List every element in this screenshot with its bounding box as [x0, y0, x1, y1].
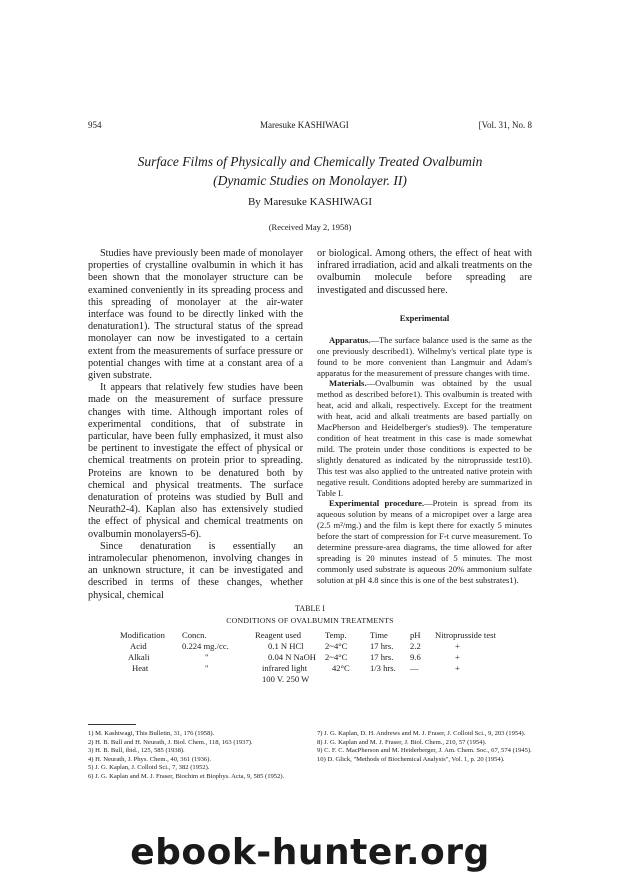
running-author: Maresuke KASHIWAGI — [260, 120, 349, 130]
table-row — [120, 663, 520, 674]
footnote: 8) J. G. Kaplan and M. J. Fraser, J. Biol. Chem., 210, 57 (1954). — [317, 738, 487, 746]
table-cell: 100 V. 250 W — [262, 674, 310, 684]
table-caption: CONDITIONS OF OVALBUMIN TREATMENTS — [226, 616, 394, 625]
procedure-paragraph — [317, 498, 532, 585]
table-cell: 42°C — [332, 663, 350, 673]
left-column — [88, 248, 303, 602]
table-header-cell: Reagent used — [255, 630, 302, 640]
table-cell: Alkali — [128, 652, 150, 662]
footnote-rule — [88, 724, 136, 725]
materials-paragraph — [317, 378, 532, 498]
table-cell: " — [205, 652, 209, 662]
table-cell: 2~4°C — [325, 652, 348, 662]
table-cell: 2~4°C — [325, 641, 348, 651]
table-cell: — — [410, 663, 419, 673]
footnote: 10) D. Glick, "Methods of Biochemical Analysis", Vol. 1, p. 20 (1954). — [317, 755, 505, 763]
title-line-2: (Dynamic Studies on Monolayer. II) — [213, 173, 407, 188]
title-line-1: Surface Films of Physically and Chemically Treated Ovalbumin — [137, 154, 483, 169]
table-cell: 17 hrs. — [370, 641, 394, 651]
table-cell: 0.1 N HCl — [268, 641, 304, 651]
table-cell: Heat — [132, 663, 149, 673]
table-cell: Acid — [130, 641, 147, 651]
running-header — [88, 120, 532, 134]
table-cell: 1/3 hrs. — [370, 663, 396, 673]
footnotes-left — [88, 730, 303, 782]
table-cell: 9.6 — [410, 652, 421, 662]
table-cell: 0.224 mg./cc. — [182, 641, 229, 651]
footnote: 9) C. F. C. MacPherson and M. Heiderberger, J. Am. Chem. Soc., 67, 574 (1945). — [317, 747, 532, 755]
paragraph-text: —Protein is spread from its aqueous solution by means of a micropipet over a large area (2.5 m²/mg.) and the film is kept there for exactly 5 minutes before the start of compression for F-t curve measurement. To determine pressure-area diagrams, the time allowed for after spreading is 20 minutes instead of 5 minutes. The most commonly used substrate is aqueous 20% ammonium sulfate solution at pH 4.8 since this is one of the best substrates1). — [317, 498, 532, 585]
footnote: 1) M. Kashiwagi, This Bulletin, 31, 176 (1958). — [88, 730, 215, 737]
paragraph: Since denaturation is essentially an intramolecular phenomenon, involving changes in an unknown structure, it can be investigated and described in terms of these changes, whether physical, chemical — [88, 540, 303, 601]
table-header-cell: pH — [410, 630, 421, 640]
received-date: (Received May 2, 1958) — [268, 222, 352, 232]
run-in-heading: Experimental procedure. — [329, 498, 425, 509]
table-header-row — [120, 630, 520, 641]
table-cell: 2.2 — [410, 641, 421, 651]
table-header-cell: Temp. — [325, 630, 347, 640]
footnote: 6) J. G. Kaplan and M. J. Fraser, Biochim et Biophys. Acta, 9, 585 (1952). — [88, 772, 285, 780]
paragraph-text: —The surface balance used is the same as the one previously described1). Wilhelmy's vertical plate type is found to be more convenient than Langmuir and Adam's apparatus for the measurement of pressure changes with time. — [317, 334, 532, 378]
paragraph: or biological. Among others, the effect of heat with infrared irradiation, acid and alkali treatments on the ovalbumin molecule before spreading are investigated and discussed here. — [317, 248, 532, 296]
footnote: 2) H. B. Bull and H. Neurath, J. Biol. Chem., 118, 163 (1937). — [88, 738, 253, 746]
table-header-cell: Concn. — [182, 630, 207, 640]
table-row-continuation — [120, 674, 520, 685]
table-cell: 17 hrs. — [370, 652, 394, 662]
table-cell: + — [455, 652, 460, 662]
volume-info: [Vol. 31, No. 8 — [478, 120, 532, 130]
apparatus-paragraph — [317, 335, 532, 379]
table-cell: + — [455, 641, 460, 651]
table-row — [120, 641, 520, 652]
table-row — [120, 652, 520, 663]
table-header-cell: Time — [370, 630, 388, 640]
article-title — [88, 152, 532, 190]
section-heading: Experimental — [399, 312, 450, 323]
byline: By Maresuke KASHIWAGI — [247, 196, 373, 208]
table-number: TABLE I — [295, 604, 325, 613]
table-header-cell: Nitroprusside test — [435, 630, 496, 640]
footnote: 4) H. Neurath, J. Phys. Chem., 40, 361 (1936). — [88, 755, 212, 763]
table-header-cell: Modification — [120, 630, 165, 640]
watermark: ebook-hunter.org — [130, 832, 490, 873]
right-column — [317, 248, 532, 586]
footnotes-right — [317, 730, 532, 764]
paragraph-text: —Ovalbumin was obtained by the usual method as described before1). This ovalbumin is treated with heat, acid and alkali, respectively. Except for the treatment with heat, acid and alkali treatments are based partially on MacPherson and Heidelberger's studies9). The temperature condition of heat treatment in this case is made somewhat mild. The protein under those conditions is expected to be slightly denatured as indicated by the nitroprusside test10). This test was also applied to the untreated native protein with negative result. Conditions adopted hereby are summarized in Table I. — [317, 378, 532, 498]
footnote: 5) J. G. Kaplan, J. Colloid Sci., 7, 382 (1952). — [88, 764, 210, 772]
table-cell: infrared light — [262, 663, 308, 673]
run-in-heading: Apparatus. — [329, 334, 371, 345]
table-cell: " — [205, 663, 209, 673]
paragraph: It appears that relatively few studies have been made on the measurement of surface pressure changes with time. Although important roles of experimental conditions, that of substrate in particular, have been fully emphasized, it must also be pertinent to investigate the effect of physical or chemical treatments on protein prior to spreading. Proteins are known to be denatured both by chemical and physical treatments. The surface denaturation of proteins was studied by Bull and Neurath2-4). Kaplan also has extensively studied the effect of physical and chemical treatments on ovalbumin monolayers5-6). — [88, 382, 303, 540]
table-cell: + — [455, 663, 460, 673]
table-cell: 0.04 N NaOH — [268, 652, 316, 662]
footnote: 3) H. B. Bull, ibid., 125, 585 (1938). — [88, 747, 185, 755]
conditions-table — [120, 630, 520, 685]
paragraph: Studies have previously been made of monolayer properties of crystalline ovalbumin in which it has been shown that the monolayer structure can be examined conveniently in its spreading process and this spreading of monolayer at the air-water interface was found to be directly linked with the denaturation1). The structural status of the spread monolayer can now be investigated to a certain extent from the measurements of surface pressure or potential changes with time at a constant area of a given substrate. — [88, 248, 303, 382]
page-number: 954 — [88, 120, 102, 130]
run-in-heading: Materials. — [329, 378, 367, 389]
footnote: 7) J. G. Kaplan, D. H. Andrews and M. J. Fraser, J. Colloid Sci., 9, 203 (1954). — [317, 730, 526, 737]
